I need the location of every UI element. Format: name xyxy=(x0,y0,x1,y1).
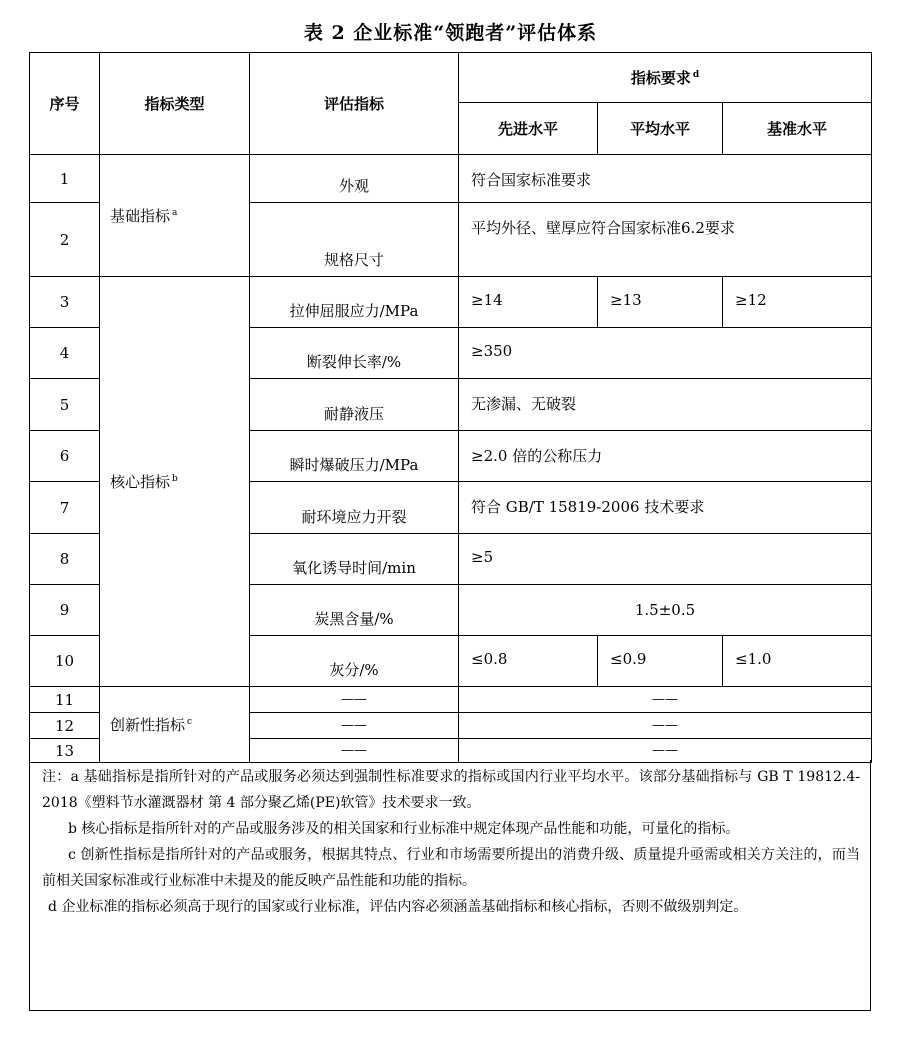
note-c: c 创新性指标是指所针对的产品或服务，根据其特点、行业和市场需要所提出的消费升级、质量提升亟需或相关方关注的，而当前相关国家标准或行业标准中未提及的能反映产品性能和功能的指标。 xyxy=(42,847,860,889)
indicator-name: 规格尺寸 xyxy=(250,203,459,277)
table-row xyxy=(30,155,872,203)
requirement-value: ≥2.0 倍的公称压力 xyxy=(459,431,872,482)
row-number: 13 xyxy=(30,739,100,763)
note-b: b 核心指标是指所针对的产品或服务涉及的相关国家和行业标准中规定体现产品性能和功能，可量化的指标。 xyxy=(68,821,740,837)
header-type: 指标类型 xyxy=(100,53,250,155)
indicator-name: —— xyxy=(250,739,459,763)
indicator-name: 耐静液压 xyxy=(250,379,459,431)
category-innovation xyxy=(100,687,250,763)
footnote-mark-c: c xyxy=(187,717,193,727)
indicator-name: 炭黑含量/% xyxy=(250,585,459,636)
indicator-name: 灰分/% xyxy=(250,636,459,687)
note-a: 注：a 基础指标是指所针对的产品或服务必须达到强制性标准要求的指标或国内行业平均水平。该部分基础指标与 GB T 19812.4-2018《塑料节水灌溉器材 第 4 部分聚乙烯(PE)软管》技术要求一致。 xyxy=(42,769,860,811)
row-number: 6 xyxy=(30,431,100,482)
header-indicator: 评估指标 xyxy=(250,53,459,155)
indicator-name: 瞬时爆破压力/MPa xyxy=(250,431,459,482)
row-number: 9 xyxy=(30,585,100,636)
requirement-value: —— xyxy=(459,687,872,713)
category-basic-label: 基础指标 xyxy=(110,207,171,225)
requirement-average: ≥13 xyxy=(598,277,723,328)
indicator-name: 断裂伸长率/% xyxy=(250,328,459,379)
header-requirements-label: 指标要求 xyxy=(630,69,691,87)
row-number: 4 xyxy=(30,328,100,379)
footnote-mark-b: b xyxy=(172,474,178,484)
requirement-advanced: ≤0.8 xyxy=(459,636,598,687)
row-number: 8 xyxy=(30,534,100,585)
category-basic xyxy=(100,155,250,277)
requirement-value: —— xyxy=(459,739,872,763)
table-title: 表 2 企业标准“领跑者”评估体系 xyxy=(303,22,598,44)
header-benchmark: 基准水平 xyxy=(723,103,872,155)
evaluation-table xyxy=(29,52,872,763)
table-row xyxy=(30,687,872,713)
row-number: 2 xyxy=(30,203,100,277)
requirement-value: 1.5±0.5 xyxy=(459,585,872,636)
row-number: 1 xyxy=(30,155,100,203)
indicator-name: 耐环境应力开裂 xyxy=(250,482,459,534)
footnote-mark-a: a xyxy=(172,208,178,218)
row-number: 10 xyxy=(30,636,100,687)
footnote-mark-d: d xyxy=(692,70,700,80)
category-core-label: 核心指标 xyxy=(110,473,171,491)
requirement-value: ≥5 xyxy=(459,534,872,585)
indicator-name: 氧化诱导时间/min xyxy=(250,534,459,585)
requirement-value: 符合 GB/T 15819-2006 技术要求 xyxy=(459,482,872,534)
table-notes xyxy=(29,760,871,1011)
indicator-name: 拉伸屈服应力/MPa xyxy=(250,277,459,328)
row-number: 7 xyxy=(30,482,100,534)
row-number: 12 xyxy=(30,713,100,739)
requirement-value: 无渗漏、无破裂 xyxy=(459,379,872,431)
table-row xyxy=(30,277,872,328)
category-innovation-label: 创新性指标 xyxy=(110,716,186,734)
row-number: 3 xyxy=(30,277,100,328)
category-core xyxy=(100,277,250,687)
requirement-benchmark: ≤1.0 xyxy=(723,636,872,687)
requirement-value: 符合国家标准要求 xyxy=(459,155,872,203)
requirement-value: ≥350 xyxy=(459,328,872,379)
requirement-value: 平均外径、壁厚应符合国家标准6.2要求 xyxy=(459,203,872,277)
requirement-average: ≤0.9 xyxy=(598,636,723,687)
header-requirements xyxy=(459,53,872,103)
indicator-name: 外观 xyxy=(250,155,459,203)
header-row xyxy=(30,53,872,103)
row-number: 5 xyxy=(30,379,100,431)
row-number: 11 xyxy=(30,687,100,713)
requirement-advanced: ≥14 xyxy=(459,277,598,328)
note-d: d 企业标准的指标必须高于现行的国家或行业标准，评估内容必须涵盖基础指标和核心指标，否则不做级别判定。 xyxy=(48,899,748,915)
indicator-name: —— xyxy=(250,687,459,713)
header-advanced: 先进水平 xyxy=(459,103,598,155)
requirement-value: —— xyxy=(459,713,872,739)
header-average: 平均水平 xyxy=(598,103,723,155)
indicator-name: —— xyxy=(250,713,459,739)
requirement-benchmark: ≥12 xyxy=(723,277,872,328)
header-seq: 序号 xyxy=(30,53,100,155)
